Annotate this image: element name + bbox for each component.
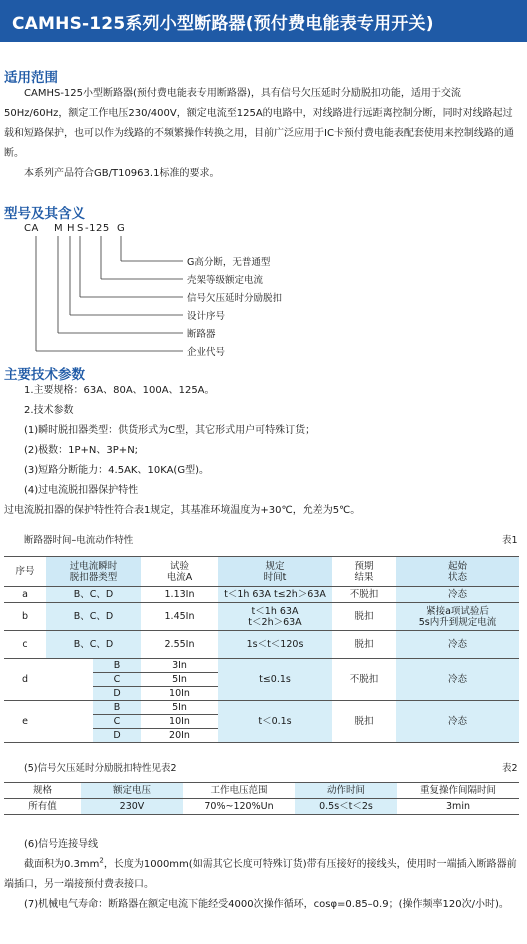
heading-model: 型号及其含义 [4, 206, 85, 222]
item6-heading: (6)信号连接导线 [24, 839, 99, 850]
param-note: 过电流脱扣器的保护特性符合表1规定，其基准环境温度为+30℃，允差为5℃。 [4, 505, 361, 516]
table-row: a B、C、D 1.13In t＜1h 63A t≤2h＞63A 不脱扣 冷态 [4, 587, 519, 603]
param-poles: (2)极数：1P+N、3P+N; [24, 445, 139, 456]
standard-paragraph: 本系列产品符合GB/T10963.1标准的要求。 [24, 168, 220, 179]
table1-label: 表1 [502, 535, 518, 546]
table1-caption: 断路器时间–电流动作特性 [24, 535, 134, 546]
meaning-current: 壳架等级额定电流 [187, 275, 264, 286]
param-specs: 1.主要规格：63A、80A、100A、125A。 [24, 385, 215, 396]
item6-text: 截面积为$0.3mm^2$，长度为1000mm(如需其它长度可特殊订货)带有压接好的接线头，使用时一端插入断路器前端插口，另一端接预付费表接口。 [4, 856, 517, 890]
param-tech: 2.技术参数 [24, 405, 74, 416]
param-breaking: (3)短路分断能力：4.5AK、10KA(G型)。 [24, 465, 209, 476]
table2-label: 表2 [502, 763, 518, 774]
meaning-g: G高分断，无普通型 [187, 257, 271, 268]
table2-caption: (5)信号欠压延时分励脱扣特性见表2 [24, 763, 177, 774]
param-trip-type: (1)瞬时脱扣器类型：供货形式为C型，其它形式用户可特殊订货； [24, 425, 316, 436]
heading-scope: 适用范围 [4, 70, 58, 86]
meaning-trip: 信号欠压延时分励脱扣 [187, 293, 283, 304]
table-row: d B 3In t≤0.1s 不脱扣 冷态 [4, 659, 519, 673]
scope-paragraph: CAMHS-125小型断路器(预付费电能表专用断路器)，具有信号欠压延时分励脱扣功能，适用于交流50Hz/60Hz，额定工作电压230/400V，额定电流至125A的电路中，对线路进行远距离控制分断，同时对线路起过载和短路保护，也可以作为线路的不频繁操作转换之用，目前广泛应用于IC卡预付费电能表配套使用来控制线路的通断。 [4, 88, 514, 159]
item7-text: (7)机械电气寿命：断路器在额定电流下能经受4000次操作循环，cosφ=0.85–0.9；(操作频率120次/小时)。 [24, 899, 509, 910]
meaning-breaker: 断路器 [187, 329, 216, 340]
table-row: C 10In [4, 715, 519, 729]
th-type: 过电流瞬时 脱扣器类型 [46, 557, 141, 587]
code-g: G [117, 223, 126, 234]
table-row: e B 5In t＜0.1s 脱扣 冷态 [4, 701, 519, 715]
code-125: -125 [85, 223, 110, 234]
table-row: c B、C、D 2.55In 1s＜t＜120s 脱扣 冷态 [4, 631, 519, 659]
table1-header-row [4, 557, 519, 587]
table-row: D 20In [4, 729, 519, 743]
th-time: 规定 时间t [218, 557, 332, 587]
code-s: S [77, 223, 84, 234]
trip-characteristics-table [4, 556, 519, 743]
code-ca: CA [24, 223, 39, 234]
table2-header-row: 规格 额定电压 工作电压范围 动作时间 重复操作间隔时间 [4, 783, 519, 799]
th-result: 预期 结果 [332, 557, 396, 587]
th-no: 序号 [4, 557, 46, 587]
meaning-design: 设计序号 [187, 311, 226, 322]
th-current: 试验 电流A [141, 557, 218, 587]
table-row: 所有值 230V 70%~120%Un 0.5s＜t＜2s 3min [4, 799, 519, 815]
th-state: 起始 状态 [396, 557, 519, 587]
meaning-company: 企业代号 [187, 347, 226, 358]
param-protection: (4)过电流脱扣器保护特性 [24, 485, 139, 496]
table-row: D 10In [4, 687, 519, 701]
table-row: C 5In [4, 673, 519, 687]
page-title: CAMHS-125系列小型断路器(预付费电能表专用开关) [12, 14, 434, 34]
code-m: M [54, 223, 64, 234]
heading-params: 主要技术参数 [4, 367, 85, 383]
undervoltage-trip-table [4, 782, 519, 815]
table-row: b B、C、D 1.45In t＜1h 63A t＜2h＞63A 脱扣 紧接a项试验后 5s内升到规定电流 [4, 603, 519, 631]
code-h: H [67, 223, 76, 234]
